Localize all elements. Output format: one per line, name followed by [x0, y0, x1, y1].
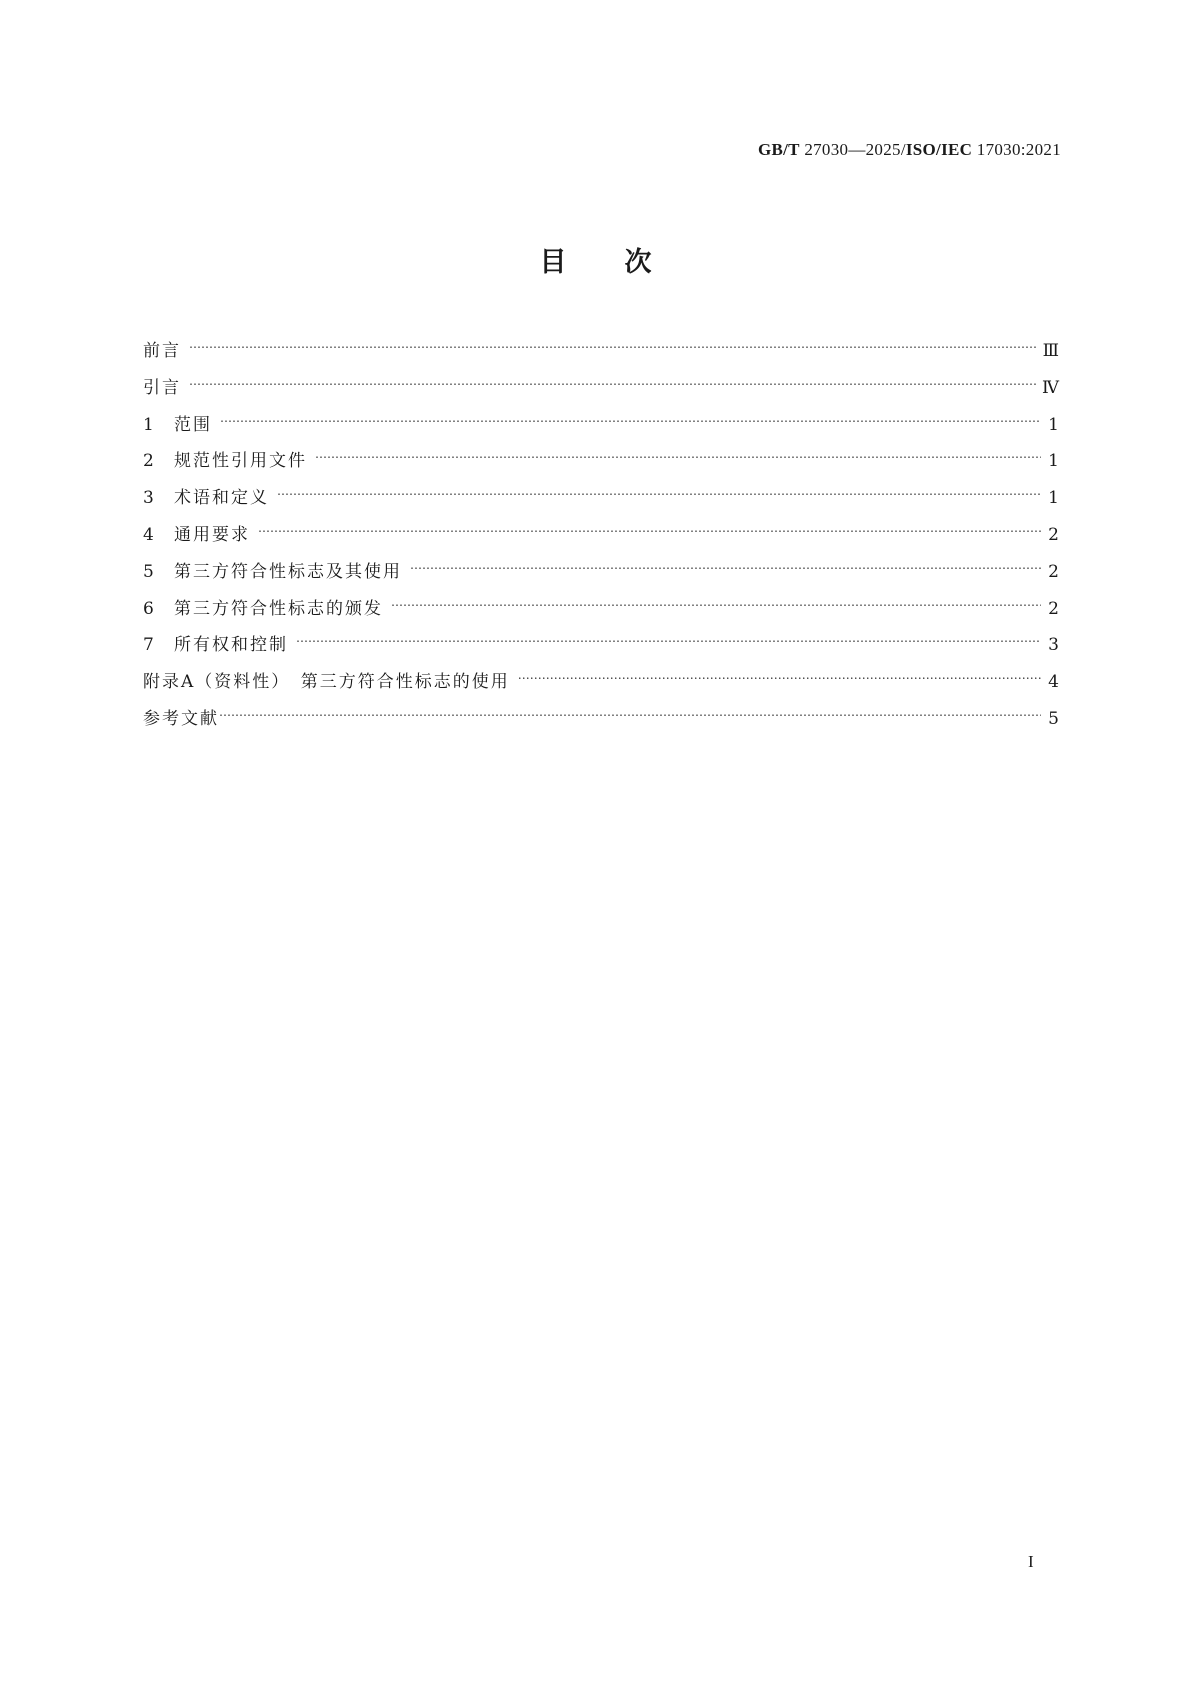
page-title: 目次: [539, 247, 710, 278]
toc-entry-page: 5: [1048, 708, 1059, 729]
toc-entry-number: 2: [143, 451, 154, 472]
toc-entry-number: 4: [143, 524, 154, 545]
toc-entry-number: 1: [143, 414, 154, 435]
toc-entry-page: 1: [1048, 451, 1059, 472]
toc-entry-annex-a[interactable]: [143, 667, 1059, 704]
toc-entry-bibliography[interactable]: [143, 704, 1059, 741]
toc-entry-page: 1: [1048, 488, 1059, 509]
standard-code-prefix: GB/T: [757, 140, 800, 159]
toc-entry-number: 5: [143, 561, 154, 582]
toc-dot-leader: [391, 594, 1041, 614]
toc-entry-general-requirements[interactable]: [143, 520, 1059, 557]
toc-dot-leader: [518, 667, 1041, 687]
toc-dot-leader: [220, 410, 1041, 430]
toc-dot-leader: [277, 483, 1041, 503]
toc-dot-leader: [189, 373, 1036, 393]
toc-entry-label: 第三方符合性标志的颁发: [174, 598, 383, 619]
toc-entry-label: 范围: [174, 414, 212, 435]
toc-entry-page: 2: [1048, 561, 1059, 582]
toc-entry-label: 术语和定义: [174, 488, 269, 509]
toc-entry-page: 4: [1048, 672, 1059, 693]
toc-dot-leader: [315, 446, 1041, 466]
toc-entry-number: 3: [143, 488, 154, 509]
table-of-contents: [143, 336, 1059, 741]
toc-entry-label: 附录A（资料性） 第三方符合性标志的使用: [143, 672, 510, 693]
page-number: I: [1028, 1552, 1034, 1571]
toc-entry-introduction[interactable]: [143, 373, 1059, 410]
toc-entry-scope[interactable]: [143, 410, 1059, 447]
toc-dot-leader: [219, 704, 1041, 724]
standard-code: [758, 140, 1061, 160]
toc-entry-number: 7: [143, 635, 154, 656]
toc-entry-page: 1: [1048, 414, 1059, 435]
toc-entry-page: Ⅳ: [1042, 377, 1059, 398]
toc-entry-normative-references[interactable]: [143, 446, 1059, 483]
toc-entry-page: 3: [1048, 635, 1059, 656]
toc-entry-ownership-control[interactable]: [143, 630, 1059, 667]
toc-dot-leader: [258, 520, 1041, 540]
toc-entry-label: 规范性引用文件: [174, 451, 307, 472]
toc-entry-marks-and-use[interactable]: [143, 557, 1059, 594]
toc-entry-label: 通用要求: [174, 524, 250, 545]
toc-dot-leader: [189, 336, 1037, 356]
toc-entry-page: Ⅲ: [1042, 341, 1059, 361]
toc-dot-leader: [296, 630, 1041, 650]
standard-code-suffix: 17030:2021: [972, 140, 1061, 159]
toc-entry-page: 2: [1048, 524, 1059, 545]
toc-entry-label: 前言: [143, 341, 181, 361]
toc-entry-marks-issuance[interactable]: [143, 594, 1059, 631]
toc-entry-label: 所有权和控制: [174, 635, 288, 656]
toc-entry-label: 参考文献: [143, 708, 219, 729]
standard-code-body: 27030—2025/: [799, 140, 906, 159]
toc-entry-label: 第三方符合性标志及其使用: [174, 561, 402, 582]
toc-entry-label: 引言: [143, 377, 181, 398]
toc-entry-foreword[interactable]: [143, 336, 1059, 373]
toc-dot-leader: [410, 557, 1041, 577]
toc-entry-page: 2: [1048, 598, 1059, 619]
toc-entry-terms-definitions[interactable]: [143, 483, 1059, 520]
toc-entry-number: 6: [143, 598, 154, 619]
standard-code-iso: ISO/IEC: [905, 140, 973, 159]
